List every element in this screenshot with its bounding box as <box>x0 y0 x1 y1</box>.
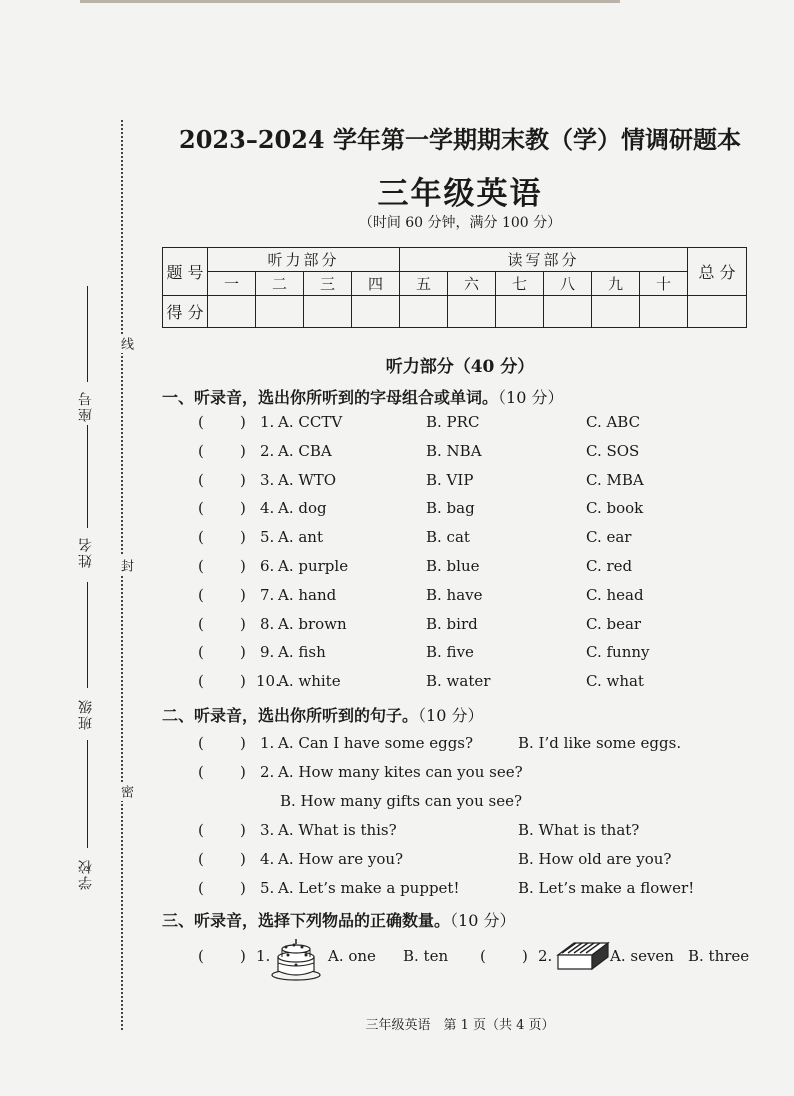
q1-option-c[interactable]: C. MBA <box>586 470 644 489</box>
q1-option-a[interactable]: A. dog <box>278 499 327 518</box>
answer-paren-open: ( <box>198 413 204 431</box>
seat-label: 座号 <box>78 390 94 422</box>
answer-paren-close: ) <box>240 441 246 460</box>
q2-item-number: 3. <box>260 821 275 839</box>
q1-item-number: 2. <box>260 441 275 460</box>
answer-paren-open: ( <box>198 734 204 752</box>
q1-option-a[interactable]: A. WTO <box>278 470 337 489</box>
seal-char-seal: 封 <box>116 556 135 575</box>
q2-title-text: 二、听录音，选出你所听到的句子。 <box>162 706 419 725</box>
q1-option-a[interactable]: A. CBA <box>278 441 332 460</box>
listening-part-header: 听力部分 <box>208 248 400 272</box>
answer-paren-close: ) <box>240 672 246 691</box>
q1-option-a[interactable]: A. ant <box>278 528 323 547</box>
q1-item-number: 3. <box>260 470 275 489</box>
score-row-label: 得 分 <box>163 296 208 328</box>
exam-time-info: （时间 60 分钟，满分 100 分） <box>358 215 562 231</box>
q2-item-number: 5. <box>260 879 275 897</box>
q1-option-a[interactable]: A. hand <box>278 585 337 604</box>
q1-item-number: 10. <box>256 672 280 691</box>
answer-paren-close: ) <box>240 734 246 752</box>
q2-title <box>162 703 483 726</box>
q3-item-1-option-a[interactable]: A. one <box>328 947 376 965</box>
score-cell-2[interactable] <box>256 296 304 328</box>
q1-option-a[interactable]: A. CCTV <box>278 413 343 431</box>
q2-option-a[interactable]: A. Can I have some eggs? <box>278 734 474 752</box>
score-cell-10[interactable] <box>640 296 688 328</box>
seal-char-line: 线 <box>116 334 135 353</box>
q1-item <box>198 413 678 435</box>
answer-paren-close: ) <box>240 763 246 781</box>
q1-option-c[interactable]: C. ear <box>586 528 632 547</box>
q2-option-b[interactable]: B. Let’s make a flower! <box>518 879 695 897</box>
score-cell-5[interactable] <box>400 296 448 328</box>
q1-item <box>198 672 678 694</box>
q1-option-c[interactable]: C. funny <box>586 643 650 662</box>
q1-item-number: 8. <box>260 614 275 633</box>
q2-option-a[interactable]: A. What is this? <box>278 821 397 839</box>
q3-item-1 <box>198 947 778 969</box>
q2-option-b[interactable]: B. How old are you? <box>518 850 672 868</box>
q1-item <box>198 528 678 550</box>
score-cell-9[interactable] <box>592 296 640 328</box>
exam-title: 2023–2024 学年第一学期期末教（学）情调研题本 <box>179 125 741 154</box>
col-header-10: 十 <box>640 272 688 296</box>
col-header-2: 二 <box>256 272 304 296</box>
q1-option-c[interactable]: C. ABC <box>586 413 641 431</box>
score-table <box>162 247 747 328</box>
q1-option-a[interactable]: A. brown <box>278 614 347 633</box>
q1-option-b[interactable]: B. NBA <box>426 441 482 460</box>
q2-item <box>198 850 718 872</box>
eraser-icon <box>554 937 610 973</box>
q1-option-b[interactable]: B. bag <box>426 499 475 518</box>
q1-option-c[interactable]: C. what <box>586 672 644 691</box>
cake-icon <box>270 935 322 981</box>
q3-item-1-option-b[interactable]: B. ten <box>403 947 449 965</box>
page-footer: 三年级英语 第 1 页（共 4 页） <box>365 1018 555 1033</box>
q1-item-number: 6. <box>260 557 275 575</box>
q1-option-c[interactable]: C. red <box>586 557 633 575</box>
q1-item-number: 1. <box>260 413 275 431</box>
question-number-label: 题 号 <box>163 248 208 296</box>
q3-item-2-option-a[interactable]: A. seven <box>610 947 674 965</box>
answer-paren-open: ( <box>480 947 486 965</box>
school-field[interactable] <box>87 740 88 848</box>
q1-item-number: 5. <box>260 528 275 547</box>
q1-item-number: 7. <box>260 585 275 604</box>
total-score-label: 总 分 <box>688 248 747 296</box>
q1-item <box>198 586 678 608</box>
q2-item <box>198 734 718 756</box>
answer-paren-open: ( <box>198 947 204 965</box>
score-cell-8[interactable] <box>544 296 592 328</box>
answer-paren-close: ) <box>240 557 246 575</box>
seal-dotted-line <box>121 120 123 1030</box>
col-header-7: 七 <box>496 272 544 296</box>
score-cell-1[interactable] <box>208 296 256 328</box>
answer-paren-close: ) <box>240 879 246 897</box>
answer-paren-close: ) <box>240 413 246 431</box>
name-field[interactable] <box>87 425 88 528</box>
seat-field[interactable] <box>87 286 88 382</box>
q1-option-c[interactable]: C. bear <box>586 614 642 633</box>
q2-item-number: 4. <box>260 850 275 868</box>
q1-points: （10 分） <box>498 388 564 407</box>
q1-title <box>162 385 563 408</box>
q1-option-b[interactable]: B. bird <box>426 614 478 633</box>
q2-points: （10 分） <box>418 706 484 725</box>
q1-option-c[interactable]: C. SOS <box>586 441 640 460</box>
col-header-5: 五 <box>400 272 448 296</box>
score-cell-6[interactable] <box>448 296 496 328</box>
col-header-9: 九 <box>592 272 640 296</box>
answer-paren-open: ( <box>198 441 204 460</box>
q1-item-number: 9. <box>260 643 275 662</box>
q1-option-b[interactable]: B. five <box>426 643 474 662</box>
q3-item-1-number: 1. <box>256 947 271 965</box>
answer-paren-close: ) <box>240 470 246 489</box>
answer-paren-open: ( <box>198 614 204 633</box>
class-label: 班级 <box>78 698 94 730</box>
q1-item <box>198 557 678 579</box>
class-field[interactable] <box>87 582 88 688</box>
col-header-1: 一 <box>208 272 256 296</box>
q1-item-number: 4. <box>260 499 275 518</box>
score-cell-total[interactable] <box>688 296 747 328</box>
answer-paren-open: ( <box>198 850 204 868</box>
answer-paren-open: ( <box>198 763 204 781</box>
answer-paren-close: ) <box>240 850 246 868</box>
answer-paren-open: ( <box>198 557 204 575</box>
q1-item <box>198 471 678 493</box>
q1-item <box>198 643 678 665</box>
col-header-8: 八 <box>544 272 592 296</box>
col-header-4: 四 <box>352 272 400 296</box>
q2-item-number: 2. <box>260 763 275 781</box>
q1-option-c[interactable]: C. head <box>586 585 644 604</box>
school-label: 学校 <box>78 858 94 890</box>
col-header-6: 六 <box>448 272 496 296</box>
answer-paren-open: ( <box>198 821 204 839</box>
q2-option-a[interactable]: A. Let’s make a puppet! <box>278 879 460 897</box>
answer-paren-close: ) <box>240 947 246 965</box>
q2-option-b[interactable]: B. How many gifts can you see? <box>280 792 522 810</box>
q2-option-a[interactable]: A. How are you? <box>278 850 404 868</box>
q1-title-text: 一、听录音，选出你所听到的字母组合或单词。 <box>162 388 499 407</box>
answer-paren-open: ( <box>198 879 204 897</box>
q1-item <box>198 499 678 521</box>
name-label: 姓名 <box>78 536 94 568</box>
q3-points: （10 分） <box>450 911 516 930</box>
col-header-3: 三 <box>304 272 352 296</box>
score-cell-4[interactable] <box>352 296 400 328</box>
q1-item <box>198 615 678 637</box>
answer-paren-close: ) <box>240 643 246 662</box>
q3-item-2-number: 2. <box>538 947 553 965</box>
q2-option-a[interactable]: A. How many kites can you see? <box>278 763 523 781</box>
answer-paren-open: ( <box>198 672 204 691</box>
q3-title-text: 三、听录音，选择下列物品的正确数量。 <box>162 911 451 930</box>
q1-option-c[interactable]: C. book <box>586 499 644 518</box>
q1-option-b[interactable]: B. VIP <box>426 470 474 489</box>
q1-option-b[interactable]: B. blue <box>426 557 480 575</box>
answer-paren-close: ) <box>240 528 246 547</box>
score-cell-3[interactable] <box>304 296 352 328</box>
listening-section-title: 听力部分（40 分） <box>385 357 535 377</box>
answer-paren-open: ( <box>198 528 204 547</box>
q1-option-b[interactable]: B. have <box>426 585 483 604</box>
answer-paren-open: ( <box>198 585 204 604</box>
q2-option-b[interactable]: B. I’d like some eggs. <box>518 734 682 752</box>
seal-char-secret: 密 <box>116 782 135 801</box>
answer-paren-open: ( <box>198 643 204 662</box>
answer-paren-close: ) <box>240 585 246 604</box>
answer-paren-close: ) <box>240 821 246 839</box>
reading-writing-part-header: 读写部分 <box>400 248 688 272</box>
q2-item <box>198 879 718 901</box>
answer-paren-close: ) <box>240 499 246 518</box>
answer-paren-open: ( <box>198 470 204 489</box>
page-top-edge <box>80 0 620 3</box>
q2-item <box>198 821 718 843</box>
q1-option-a[interactable]: A. white <box>278 672 341 691</box>
subject-title: 三年级英语 <box>377 176 543 212</box>
q3-item-2-option-b[interactable]: B. three <box>688 947 750 965</box>
q3-title <box>162 908 515 931</box>
q1-option-b[interactable]: B. water <box>426 672 491 691</box>
score-cell-7[interactable] <box>496 296 544 328</box>
q2-item <box>198 763 718 810</box>
q1-item <box>198 442 678 464</box>
answer-paren-close: ) <box>240 614 246 633</box>
q1-option-a[interactable]: A. fish <box>278 643 326 662</box>
answer-paren-open: ( <box>198 499 204 518</box>
q2-option-b[interactable]: B. What is that? <box>518 821 640 839</box>
q2-item-number: 1. <box>260 734 275 752</box>
q1-option-b[interactable]: B. cat <box>426 528 470 547</box>
answer-paren-close: ) <box>522 947 528 965</box>
q1-option-a[interactable]: A. purple <box>278 557 349 575</box>
q1-option-b[interactable]: B. PRC <box>426 413 480 431</box>
